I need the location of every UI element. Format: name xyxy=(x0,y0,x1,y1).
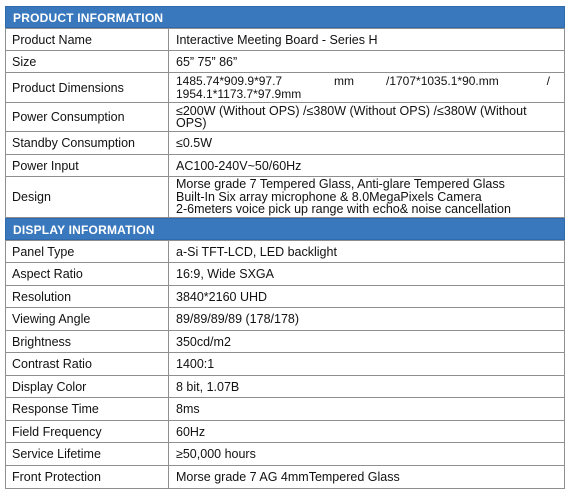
row-value: ≤0.5W xyxy=(169,132,565,155)
row-label: Power Input xyxy=(6,155,169,177)
row-value: 60Hz xyxy=(169,421,565,443)
spec-sheet xyxy=(5,6,565,489)
row-value: 16:9, Wide SXGA xyxy=(169,263,565,286)
table-row xyxy=(6,443,565,466)
row-label: Aspect Ratio xyxy=(6,263,169,286)
design-line-1: Morse grade 7 Tempered Glass, Anti-glare Tempered Glass xyxy=(176,177,505,192)
row-value: 350cd/m2 xyxy=(169,331,565,353)
row-value: ≥50,000 hours xyxy=(169,443,565,466)
table-row xyxy=(6,103,565,132)
row-value xyxy=(169,73,565,103)
table-row xyxy=(6,263,565,286)
table-row xyxy=(6,286,565,308)
power-consumption-line-1: ≤200W (Without OPS) /≤380W (Without OPS) /≤380W (Without xyxy=(176,103,527,118)
table-row xyxy=(6,376,565,398)
product-information-header: PRODUCT INFORMATION xyxy=(5,6,565,28)
row-value: AC100-240V~50/60Hz xyxy=(169,155,565,177)
dimension-separator: / xyxy=(546,74,550,88)
row-label: Power Consumption xyxy=(6,103,169,132)
table-row xyxy=(6,73,565,103)
dimensions-line-1 xyxy=(176,75,558,88)
row-label: Response Time xyxy=(6,398,169,421)
row-value xyxy=(169,177,565,218)
table-row xyxy=(6,308,565,331)
row-value: 8ms xyxy=(169,398,565,421)
table-row xyxy=(6,155,565,177)
row-label: Product Name xyxy=(6,29,169,51)
dimensions-line-2: 1954.1*1173.7*97.9mm xyxy=(176,86,302,101)
row-label: Front Protection xyxy=(6,466,169,489)
dimension-unit: mm xyxy=(334,74,354,88)
row-label: Viewing Angle xyxy=(6,308,169,331)
design-line-3: 2-6meters voice pick up range with echo& noise cancellation xyxy=(176,202,511,217)
row-label: Resolution xyxy=(6,286,169,308)
row-label: Design xyxy=(6,177,169,218)
table-row xyxy=(6,177,565,218)
row-label: Size xyxy=(6,51,169,73)
dimension-value: 1485.74*909.9*97.7 xyxy=(176,74,283,88)
row-value: Morse grade 7 AG 4mmTempered Glass xyxy=(169,466,565,489)
row-label: Service Lifetime xyxy=(6,443,169,466)
row-value: 89/89/89/89 (178/178) xyxy=(169,308,565,331)
table-row xyxy=(6,132,565,155)
display-information-table xyxy=(5,240,565,489)
table-row xyxy=(6,466,565,489)
row-label: Field Frequency xyxy=(6,421,169,443)
dimension-value: /1707*1035.1*90.mm xyxy=(386,74,499,88)
table-row xyxy=(6,353,565,376)
row-label: Brightness xyxy=(6,331,169,353)
row-value: 65” 75” 86” xyxy=(169,51,565,73)
row-label: Standby Consumption xyxy=(6,132,169,155)
table-row xyxy=(6,398,565,421)
row-value: 1400:1 xyxy=(169,353,565,376)
display-information-header: DISPLAY INFORMATION xyxy=(5,218,565,240)
table-row xyxy=(6,331,565,353)
row-value: 3840*2160 UHD xyxy=(169,286,565,308)
table-row xyxy=(6,29,565,51)
product-information-table xyxy=(5,28,565,218)
power-consumption-line-2: OPS) xyxy=(176,116,207,130)
row-value: 8 bit, 1.07B xyxy=(169,376,565,398)
row-value: a-Si TFT-LCD, LED backlight xyxy=(169,241,565,263)
row-value: Interactive Meeting Board - Series H xyxy=(169,29,565,51)
row-label: Display Color xyxy=(6,376,169,398)
row-value xyxy=(169,103,565,132)
table-row xyxy=(6,421,565,443)
row-label: Product Dimensions xyxy=(6,73,169,103)
row-label: Contrast Ratio xyxy=(6,353,169,376)
row-label: Panel Type xyxy=(6,241,169,263)
table-row xyxy=(6,241,565,263)
design-line-2: Built-In Six array microphone & 8.0MegaPixels Camera xyxy=(176,189,482,204)
table-row xyxy=(6,51,565,73)
